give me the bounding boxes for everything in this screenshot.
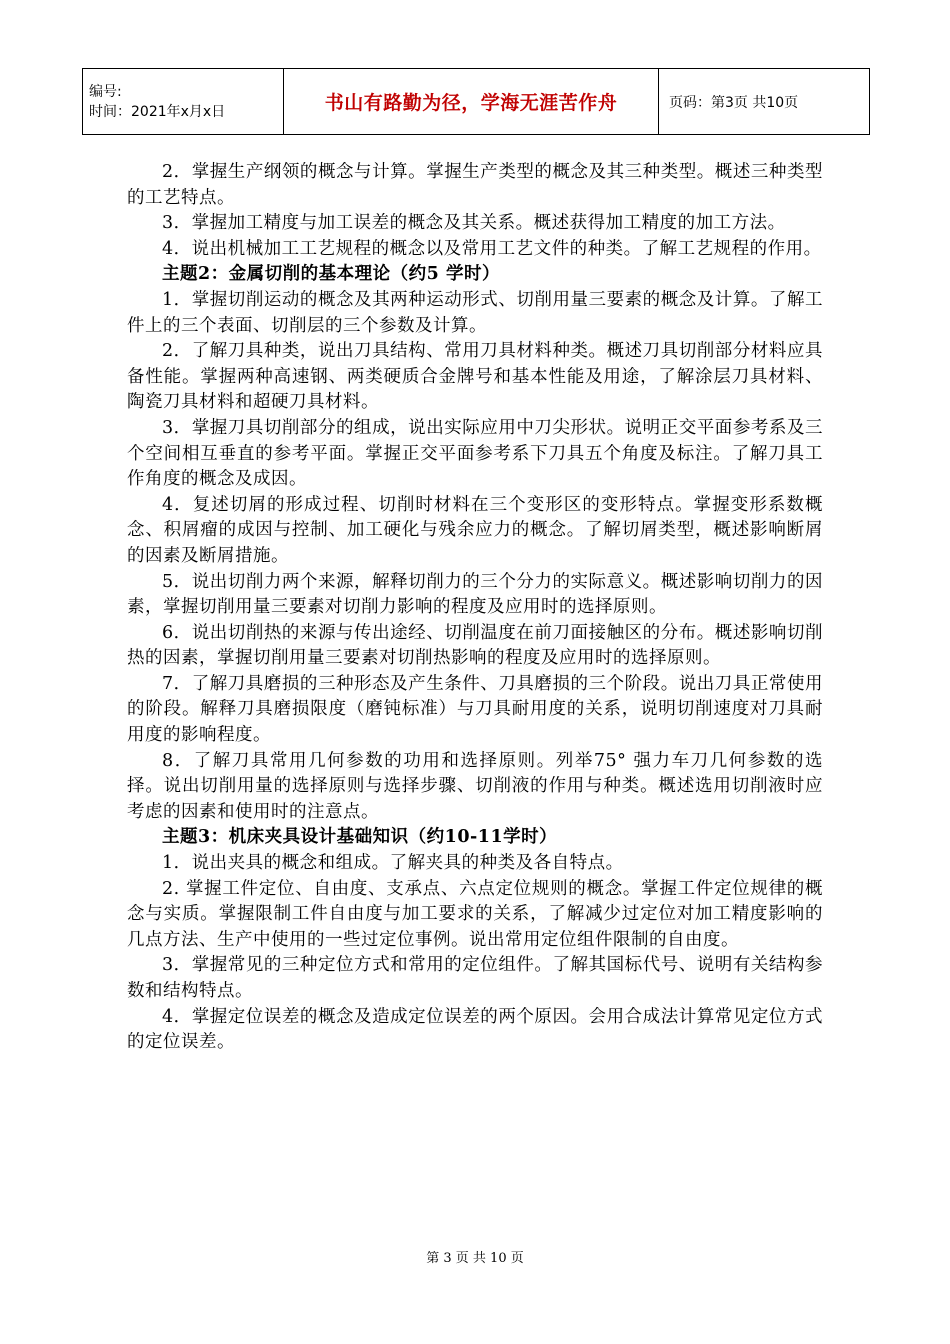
body-paragraph: 6．说出切削热的来源与传出途经、切削温度在前刀面接触区的分布。概述影响切削热的因素，掌握切削用量三要素对切削热影响的程度及应用时的选择原则。	[127, 622, 823, 669]
body-paragraph: 5．说出切削力两个来源，解释切削力的三个分力的实际意义。概述影响切削力的因素，掌握切削用量三要素对切削力影响的程度及应用时的选择原则。	[127, 571, 823, 618]
section-heading: 主题2：金属切削的基本理论（约5 学时）	[162, 264, 500, 285]
body-paragraph: 2. 掌握工件定位、自由度、支承点、六点定位规则的概念。掌握工件定位规律的概念与实质。掌握限制工件自由度与加工要求的关系，了解减少过定位对加工精度影响的几点方法、生产中使用的一些过定位事例。说出常用定位组件限制的自由度。	[127, 878, 823, 950]
footer-page-number: 第 3 页 共 10 页	[426, 1251, 524, 1266]
header-page-cell	[659, 69, 870, 135]
page-footer	[0, 1247, 950, 1266]
body-paragraph: 1．掌握切削运动的概念及其两种运动形式、切削用量三要素的概念及计算。了解工件上的三个表面、切削层的三个参数及计算。	[127, 289, 823, 336]
body-paragraph: 7．了解刀具磨损的三种形态及产生条件、刀具磨损的三个阶段。说出刀具正常使用的阶段。解释刀具磨损限度（磨钝标准）与刀具耐用度的关系，说明切削速度对刀具耐用度的影响程度。	[127, 673, 823, 746]
document-body	[127, 160, 823, 1056]
body-paragraph: 4．说出机械加工工艺规程的概念以及常用工艺文件的种类。了解工艺规程的作用。	[162, 238, 822, 259]
body-paragraph: 4．掌握定位误差的概念及造成定位误差的两个原因。会用合成法计算常见定位方式的定位误差。	[127, 1006, 823, 1053]
body-paragraph: 1．说出夹具的概念和组成。了解夹具的种类及各自特点。	[162, 853, 624, 874]
section-heading: 主题3：机床夹具设计基础知识（约10-11学时）	[162, 827, 558, 848]
body-paragraph: 4．复述切屑的形成过程、切削时材料在三个变形区的变形特点。掌握变形系数概念、积屑瘤的成因与控制、加工硬化与残余应力的概念。了解切屑类型，概述影响断屑的因素及断屑措施。	[127, 494, 823, 566]
body-paragraph: 2．了解刀具种类，说出刀具结构、常用刀具材料种类。概述刀具切削部分材料应具备性能。掌握两种高速钢、两类硬质合金牌号和基本性能及用途，了解涂层刀具材料、陶瓷刀具材料和超硬刀具材料。	[127, 341, 823, 413]
body-paragraph: 3．掌握加工精度与加工误差的概念及其关系。概述获得加工精度的加工方法。	[162, 213, 786, 234]
body-paragraph: 3．掌握刀具切削部分的组成，说出实际应用中刀尖形状。说明正交平面参考系及三个空间相互垂直的参考平面。掌握正交平面参考系下刀具五个角度及标注。了解刀具工作角度的概念及成因。	[127, 417, 823, 490]
document-time-label: 时间：2021年x月x日	[89, 103, 226, 120]
body-paragraph: 3．掌握常见的三种定位方式和常用的定位组件。了解其国标代号、说明有关结构参数和结构特点。	[127, 955, 823, 1001]
header-motto: 书山有路勤为径，学海无涯苦作舟	[324, 92, 618, 114]
body-paragraph: 2．掌握生产纲领的概念与计算。掌握生产类型的概念及其三种类型。概述三种类型的工艺特点。	[127, 162, 823, 208]
document-code-label: 编号:	[89, 83, 122, 100]
document-header	[82, 68, 870, 135]
body-paragraph: 8．了解刀具常用几何参数的功用和选择原则。列举75° 强力车刀几何参数的选择。说出切削用量的选择原则与选择步骤、切削液的作用与种类。概述选用切削液时应考虑的因素和使用时的注意点。	[127, 750, 823, 822]
header-page-info: 页码：第3页 共10页	[669, 94, 799, 111]
header-motto-cell	[284, 69, 659, 135]
header-meta-cell	[83, 69, 284, 135]
